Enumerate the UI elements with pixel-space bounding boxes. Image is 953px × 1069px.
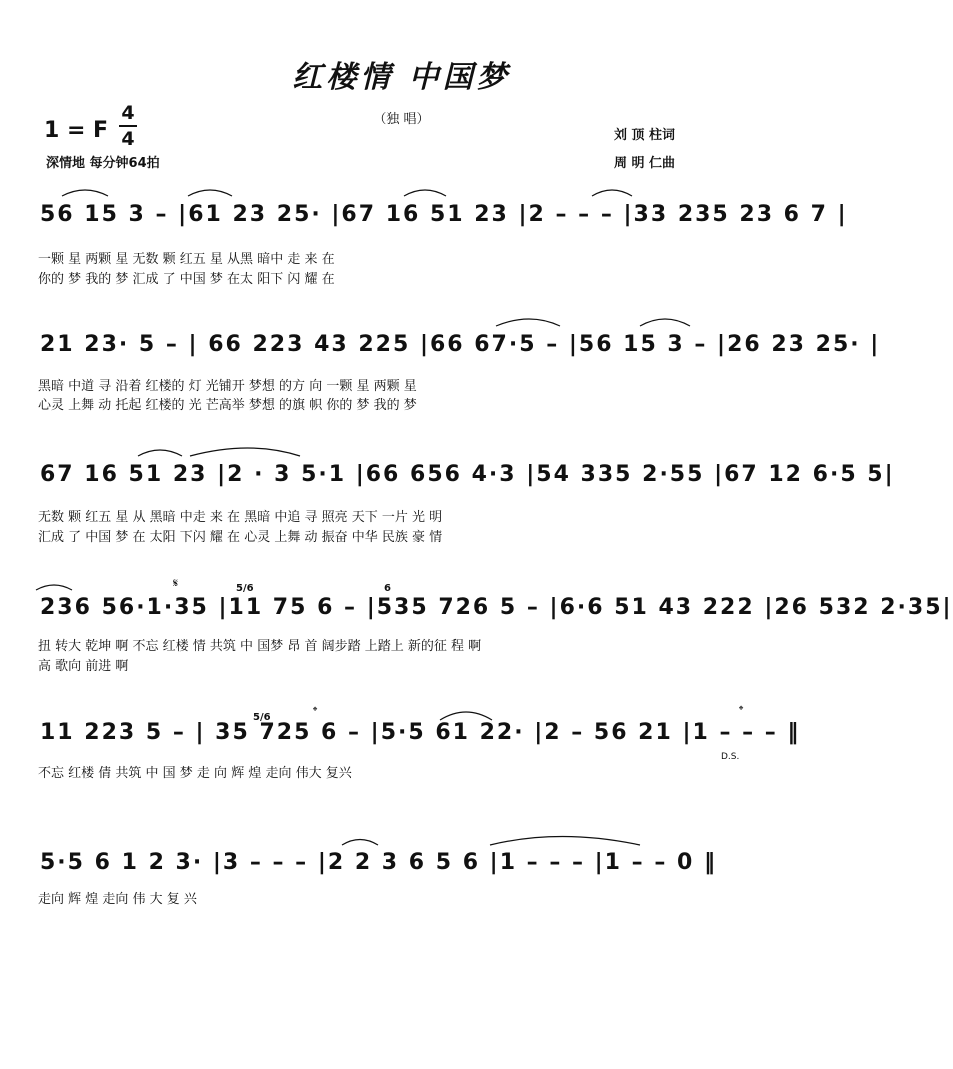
- slur-arc: [496, 319, 560, 326]
- tempo-marking: 深情地 每分钟64拍: [46, 156, 160, 171]
- score-line-2-lyric-verse-2: 心灵 上舞 动 托起 红楼的 光 芒高举 梦想 的旗 帜 你的 梦 我的 梦: [38, 398, 417, 413]
- score-line-6-lyric: 走向 辉 煌 走向 伟 大 复 兴: [38, 892, 197, 907]
- slur-arc: [138, 450, 182, 456]
- lyricist-credit: 刘 顶 柱词: [614, 128, 676, 143]
- slur-arc: [490, 837, 640, 846]
- slur-arc: [440, 712, 492, 720]
- time-signature-top: 4: [121, 102, 135, 124]
- score-line-1-lyric-verse-1: 一颗 星 两颗 星 无数 颗 红五 星 从黑 暗中 走 来 在: [38, 252, 335, 267]
- score-line-1-notes: 56 15 3 – |61 23 25· |67 16 51 23 |2 – – – |33 235 23 6 7 |: [40, 202, 848, 227]
- time-signature-bottom: 4: [121, 128, 135, 150]
- score-line-4-lyric-verse-2: 高 歌向 前进 啊: [38, 659, 129, 674]
- score-line-6-notes: 5·5 6 1 2 3· |3 – – – |2 2 3 6 5 6 |1 – – – |1 – – 0 ‖: [40, 850, 717, 875]
- score-line-4-lyric-verse-1: 扭 转大 乾坤 啊 不忘 红楼 情 共筑 中 国梦 昂 首 阔步踏 上踏上 新的征 程 啊: [38, 639, 482, 654]
- grace-note-mark-1: 5/6: [236, 583, 254, 594]
- coda-mark-end: 𝄌: [739, 703, 744, 717]
- slur-arc: [640, 319, 690, 326]
- slur-arc: [592, 190, 632, 196]
- key-signature: 1 = F: [44, 118, 109, 143]
- score-line-3-notes: 67 16 51 23 |2 · 3 5·1 |66 656 4·3 |54 335 2·55 |67 12 6·5 5|: [40, 462, 895, 487]
- score-line-3-lyric-verse-1: 无数 颗 红五 星 从 黑暗 中走 来 在 黑暗 中追 寻 照亮 天下 一片 光 明: [38, 510, 443, 525]
- score-line-3-lyric-verse-2: 汇成 了 中国 梦 在 太阳 下闪 耀 在 心灵 上舞 动 振奋 中华 民族 豪 情: [38, 530, 443, 545]
- grace-note-mark-2: 6: [384, 583, 391, 594]
- dal-segno-mark: D.S.: [721, 752, 740, 762]
- coda-mark-start: 𝄌: [313, 704, 318, 718]
- slur-arc: [404, 190, 446, 196]
- slur-arc: [36, 585, 72, 590]
- slur-arc: [342, 840, 378, 846]
- score-line-2-notes: 21 23· 5 – | 66 223 43 225 |66 67·5 – |56 15 3 – |26 23 25· |: [40, 332, 881, 357]
- slur-arc: [188, 190, 232, 196]
- slur-arc: [62, 190, 108, 196]
- score-line-5-notes: 11 223 5 – | 35 725 6 – |5·5 61 22· |2 – 56 21 |1 – – – ‖: [40, 720, 801, 745]
- slur-arc: [190, 448, 300, 456]
- score-line-1-lyric-verse-2: 你的 梦 我的 梦 汇成 了 中国 梦 在太 阳下 闪 耀 在: [38, 272, 335, 287]
- score-line-5-lyric: 不忘 红楼 倩 共筑 中 国 梦 走 向 辉 煌 走向 伟大 复兴: [38, 766, 352, 781]
- performance-type: （独 唱）: [373, 112, 430, 127]
- score-line-4-notes: 236 56·1·35 |11 75 6 – |535 726 5 – |6·6 51 43 222 |26 532 2·35|: [40, 595, 953, 620]
- grace-note-mark-3: 5/6: [253, 712, 271, 723]
- score-line-2-lyric-verse-1: 黑暗 中道 寻 沿着 红楼的 灯 光铺开 梦想 的方 向 一颗 星 两颗 星: [38, 379, 417, 394]
- segno-mark: 𝄋: [173, 576, 179, 590]
- song-title: 红楼情 中国梦: [292, 60, 511, 95]
- composer-credit: 周 明 仁曲: [614, 156, 676, 171]
